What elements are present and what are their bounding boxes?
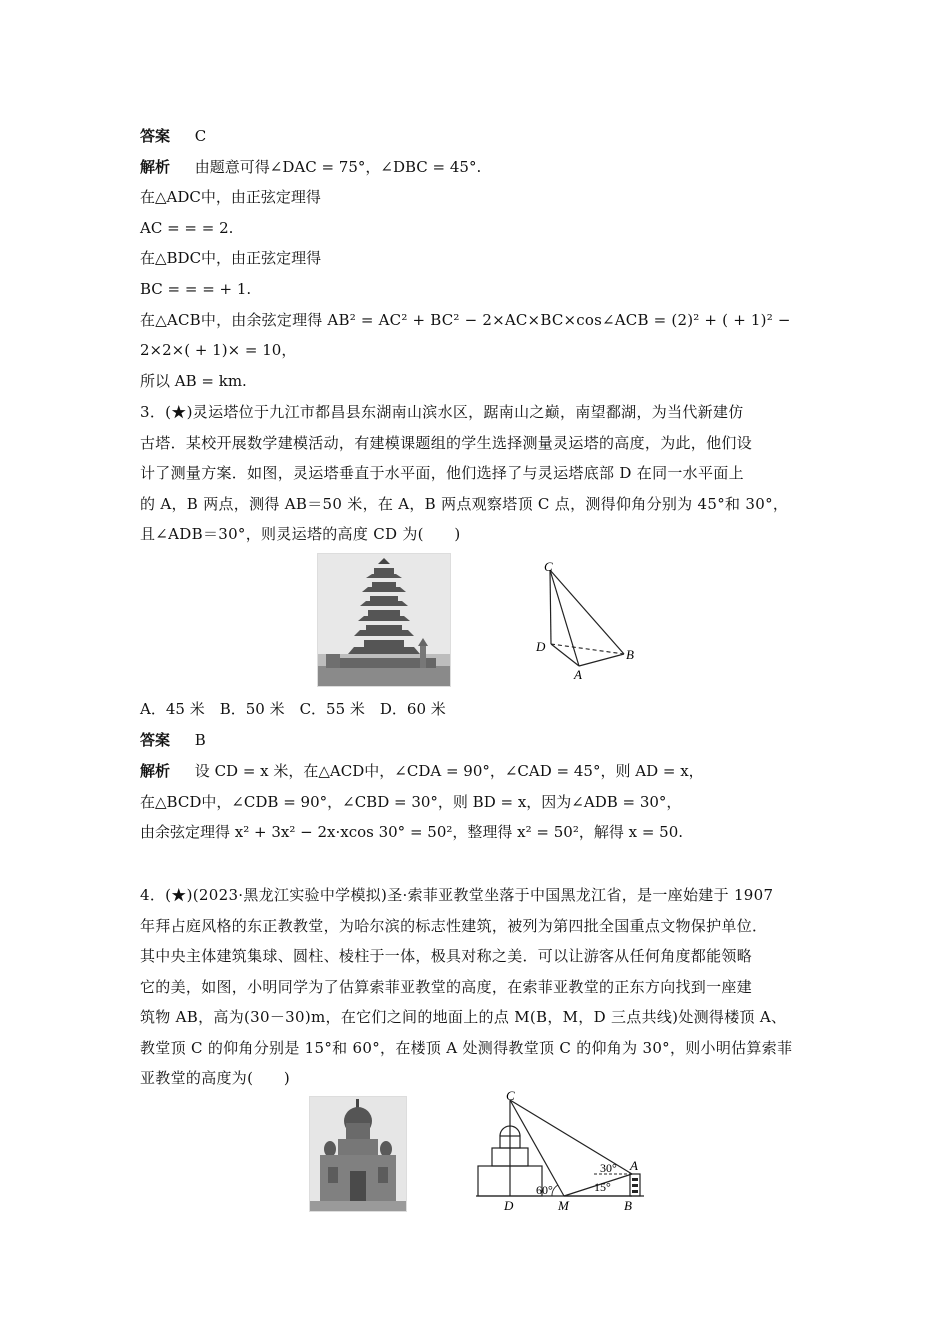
- label-d: D: [504, 1198, 514, 1213]
- label-b: B: [626, 647, 634, 662]
- question-4-line-1: [140, 880, 810, 911]
- elevation-figure: [474, 1088, 654, 1216]
- answer-value: C: [194, 127, 207, 145]
- question-3-options: A．45 米 B．50 米 C．55 米 D．60 米: [140, 700, 446, 718]
- pagoda-illustration: [318, 554, 450, 686]
- question-3-line-2: 古塔．某校开展数学建模活动，有建模课题组的学生选择测量灵运塔的高度，为此，他们设: [140, 433, 753, 452]
- edge-ca: [550, 570, 579, 666]
- edge-cd: [550, 570, 551, 644]
- label-a: A: [574, 667, 582, 682]
- analysis-line-3: AC = = = 2.: [140, 219, 234, 237]
- label-c: C: [544, 559, 553, 574]
- answer-line-3: [140, 730, 206, 752]
- question-4-line-5: 筑物 AB，高为(30－30)m，在它们之间的地面上的点 M(B，M，D 三点共线)处测得楼顶 A、: [140, 1008, 787, 1026]
- star-mark: (★): [165, 403, 193, 421]
- angle-15: 15°: [594, 1180, 611, 1194]
- answer-label: 答案: [140, 731, 171, 749]
- analysis-line-2: 在△ADC中，由正弦定理得: [140, 188, 321, 206]
- answer-label: 答案: [140, 127, 171, 145]
- question-4: [140, 880, 810, 1094]
- analysis3-line-1: [140, 761, 704, 783]
- angle-30: 30°: [600, 1161, 617, 1175]
- label-m: M: [558, 1198, 569, 1213]
- label-c: C: [506, 1088, 515, 1103]
- question-number: 4．: [140, 886, 166, 904]
- question-4-line-4: 它的美，如图，小明同学为了估算索菲亚教堂的高度，在索菲亚教堂的正东方向找到一座建: [140, 977, 753, 996]
- analysis-text: 由题意可得∠DAC = 75°，∠DBC = 45°.: [194, 158, 482, 176]
- cathedral-illustration: [310, 1097, 406, 1211]
- question-3-line-5: 且∠ADB＝30°，则灵运塔的高度 CD 为( ): [140, 525, 461, 543]
- label-d: D: [536, 639, 546, 654]
- cathedral-photo: [309, 1096, 407, 1212]
- analysis-label: 解析: [140, 762, 171, 780]
- edge-cb: [550, 570, 624, 654]
- question-number: 3．: [140, 403, 166, 421]
- question-text: (2023·黑龙江实验中学模拟)圣·索菲亚教堂坐落于中国黑龙江省，是一座始建于 1907: [192, 886, 774, 904]
- analysis-line-1: [140, 157, 481, 179]
- question-4-line-6: 教堂顶 C 的仰角分别是 15°和 60°，在楼顶 A 处测得教堂顶 C 的仰角为 30°，则小明估算索菲: [140, 1038, 793, 1057]
- answer-line-1: [140, 126, 206, 148]
- analysis3-line-3: 由余弦定理得 x² + 3x² − 2x·xcos 30° = 50²，整理得 x² = 50²，解得 x = 50.: [140, 823, 684, 841]
- analysis-line-7: 2×2×( + 1)× = 10，: [140, 341, 297, 359]
- analysis-line-4: 在△BDC中，由正弦定理得: [140, 249, 322, 267]
- tetrahedron-figure: [528, 558, 648, 683]
- question-4-line-3: 其中央主体建筑集球、圆柱、棱柱于一体，极具对称之美．可以让游客从任何角度都能领略: [140, 947, 753, 965]
- question-3: [140, 397, 810, 550]
- question-4-line-2: 年拜占庭风格的东正教教堂，为哈尔滨的标志性建筑，被列为第四批全国重点文物保护单位．: [140, 916, 768, 935]
- question-3-line-3: 计了测量方案．如图，灵运塔垂直于水平面，他们选择了与灵运塔底部 D 在同一水平面上: [140, 464, 744, 482]
- question-4-line-7: 亚教堂的高度为( ): [140, 1069, 291, 1087]
- angle-60: 60°: [536, 1183, 553, 1197]
- question-3-line-1: [140, 397, 810, 428]
- question-text: 灵运塔位于九江市都昌县东湖南山滨水区，踞南山之巅，南望鄱湖，为当代新建仿: [192, 403, 744, 421]
- analysis-line-5: BC = = = + 1.: [140, 280, 252, 298]
- analysis-line-6: 在△ACB中，由余弦定理得 AB² = AC² + BC² − 2×AC×BC×cos∠ACB = (2)² + ( + 1)² −: [140, 311, 791, 329]
- analysis-text: 设 CD = x 米，在△ACD中，∠CDA = 90°，∠CAD = 45°，则 AD = x，: [194, 762, 704, 780]
- label-b: B: [624, 1198, 632, 1213]
- edge-ab: [579, 654, 624, 666]
- analysis-label: 解析: [140, 158, 171, 176]
- answer-value: B: [194, 731, 206, 749]
- analysis3-line-2: 在△BCD中，∠CDB = 90°，∠CBD = 30°，则 BD = x，因为∠ADB = 30°，: [140, 793, 682, 811]
- label-a: A: [630, 1158, 638, 1173]
- question-3-line-4: 的 A，B 两点，测得 AB＝50 米，在 A，B 两点观察塔顶 C 点，测得仰角分别为 45°和 30°，: [140, 494, 789, 513]
- pagoda-photo: [317, 553, 451, 687]
- analysis-line-8: 所以 AB = km.: [140, 372, 247, 390]
- star-mark: (★): [165, 886, 193, 904]
